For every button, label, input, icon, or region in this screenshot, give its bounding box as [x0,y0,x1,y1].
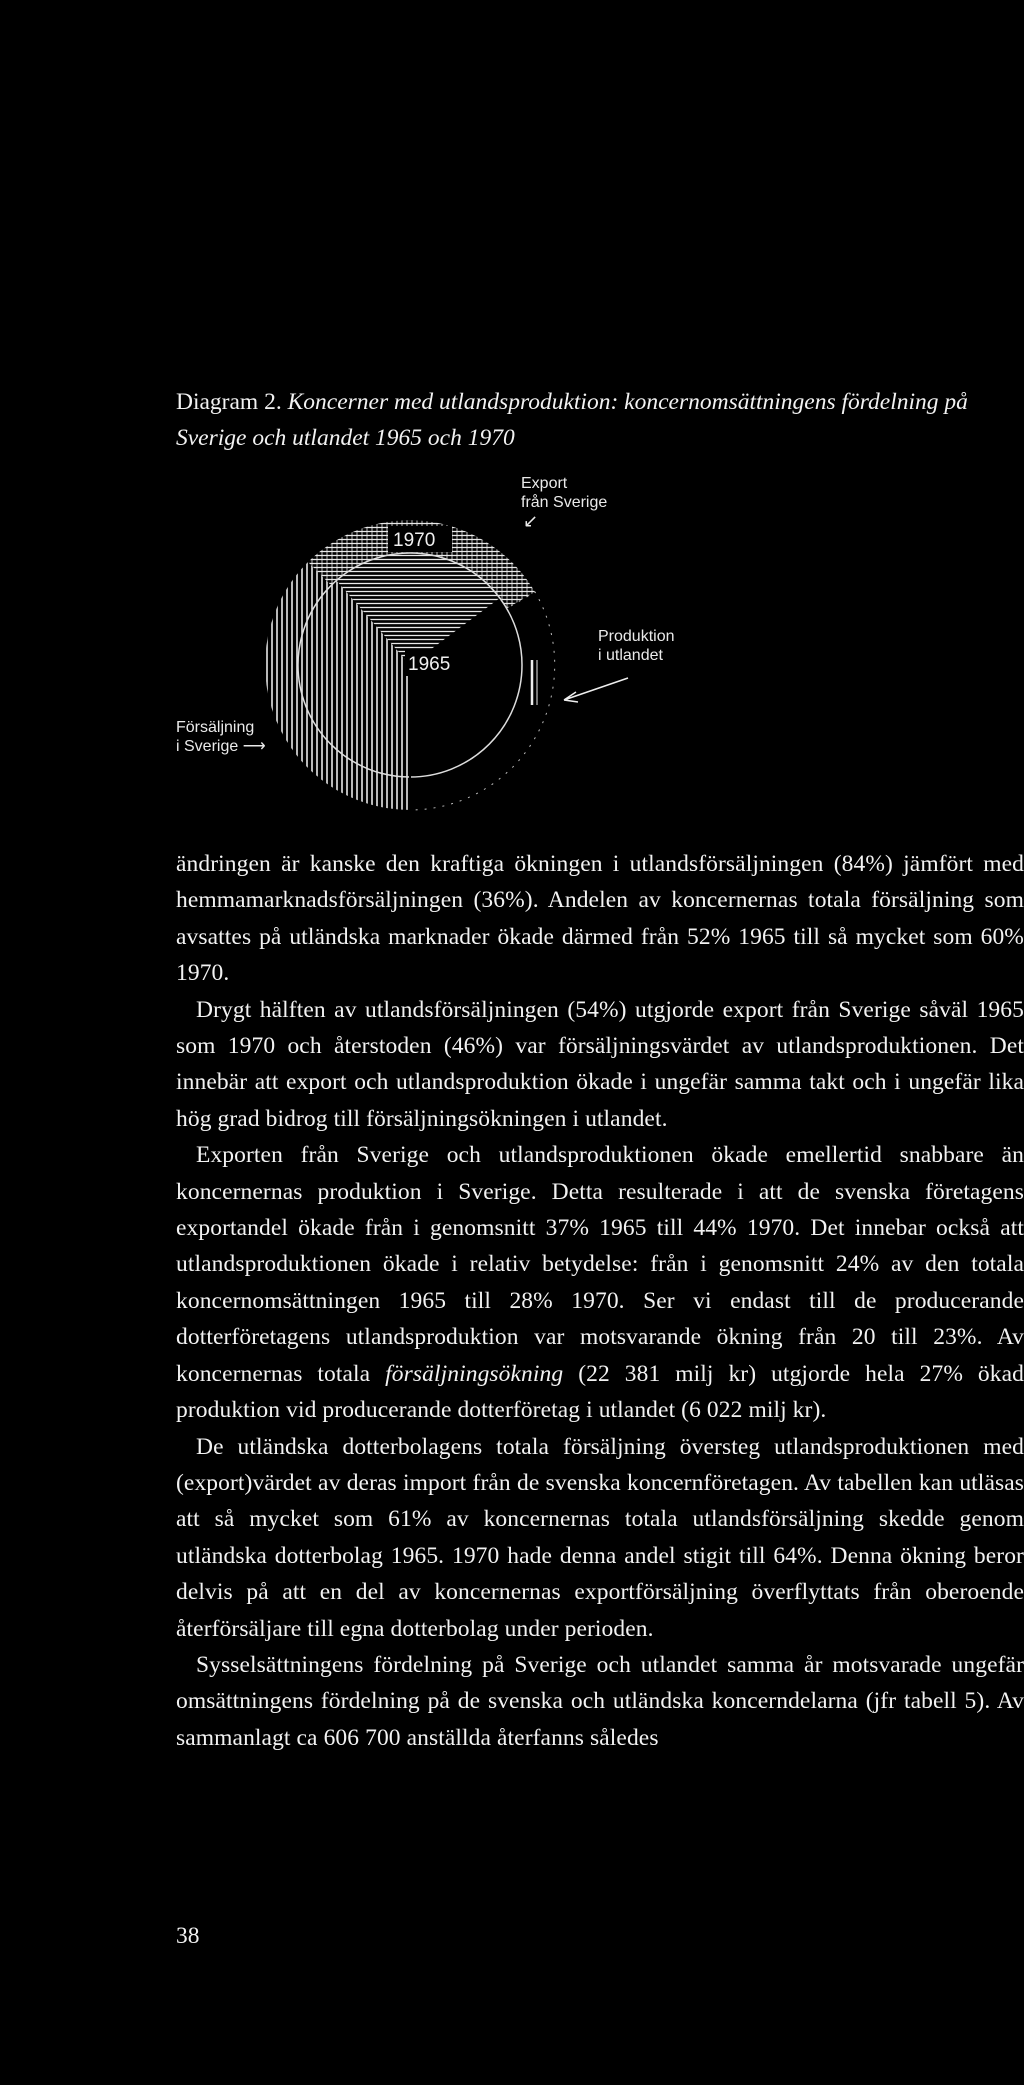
label-export-line1: Export [521,475,568,492]
arrow-produktion-icon [564,678,628,702]
label-sverige [176,718,266,756]
label-sverige-line2-row [176,737,266,756]
year-label-1970: 1970 [393,530,436,551]
caption-title: Koncerner med utlandsproduktion: koncernomsättningens fördelning på Sverige och utlandet 1965 och 1970 [176,389,968,451]
paragraph-3 [176,1137,1024,1428]
paragraph-1: ändringen är kanske den kraftiga ökningen i utlandsförsäljningen (84%) jämfört med hemmamarknadsförsäljningen (36%). Andelen av koncernernas totala försäljning som avsattes på utländska marknader ökade därmed från 52% 1965 till så mycket som 60% 1970. [176,851,1024,987]
label-export [521,474,607,530]
body-text [176,846,1024,1756]
paragraph-4: De utländska dotterbolagens totala försäljning översteg utlandsproduktionen med (export)värdet av deras import från de svenska koncernföretagen. Av tabellen kan utläsas att så mycket som 61% av koncernernas totala utlandsförsäljning skedde genom utländska dotterbolag 1965. 1970 hade denna andel stigit till 64%. Denna ökning beror delvis på att en del av koncernernas exportförsäljning överflyttats från oberoende återförsäljare till egna dotterbolag under perioden. [176,1433,1024,1642]
year-label-1965: 1965 [408,654,451,675]
caption-label: Diagram 2. [176,389,282,415]
page-number: 38 [176,1923,200,1949]
paragraph-3-italic: försäljningsökning [385,1360,564,1387]
arrow-export-icon: ↙ [523,511,539,531]
arrow-sverige-icon: ⟶ [242,738,266,755]
label-sverige-line1: Försäljning [176,719,255,736]
diagram-caption [176,384,1024,456]
label-sverige-line2: i Sverige [176,738,239,755]
label-export-line2: från Sverige [521,494,608,511]
label-produktion-line1: Produktion [598,628,675,645]
paragraph-3-end: (22 381 milj kr) utgjorde hela 27% ökad produktion vid producerande dotterföretag i utlandet (6 022 milj kr). [176,1360,1024,1424]
paragraph-5: Sysselsättningens fördelning på Sverige och utlandet samma år motsvarade ungefär omsättningens fördelning på de svenska och utländska koncerndelarna (jfr tabell 5). Av sammanlagt ca 606 700 anställda återfanns således [176,1651,1024,1751]
paragraph-2: Drygt hälften av utlandsförsäljningen (54%) utgjorde export från Sverige såväl 1965 som 1970 och återstoden (46%) var försäljningsvärdet av utlandsproduktionen. Det innebär att export och utlandsproduktion ökade i ungefär samma takt och i ungefär lika hög grad bidrog till försäljningsökningen i utlandet. [176,996,1024,1132]
paragraph-3-start: Exporten från Sverige och utlandsproduktionen ökade emellertid snabbare än koncernernas produktion i Sverige. Detta resulterade i att de svenska företagens exportandel ökade från i genomsnitt 37% 1965 till 44% 1970. Det innebar också att utlandsproduktionen ökade i relativ betydelse: från i genomsnitt 24% av den totala koncernomsättningen 1965 till 28% 1970. Ser vi endast till de producerande dotterföretagens utlandsproduktion var motsvarande ökning från 20 till 23%. Av koncernernas totala [176,1142,1024,1387]
label-produktion [598,627,675,665]
label-produktion-line2: i utlandet [598,647,663,664]
